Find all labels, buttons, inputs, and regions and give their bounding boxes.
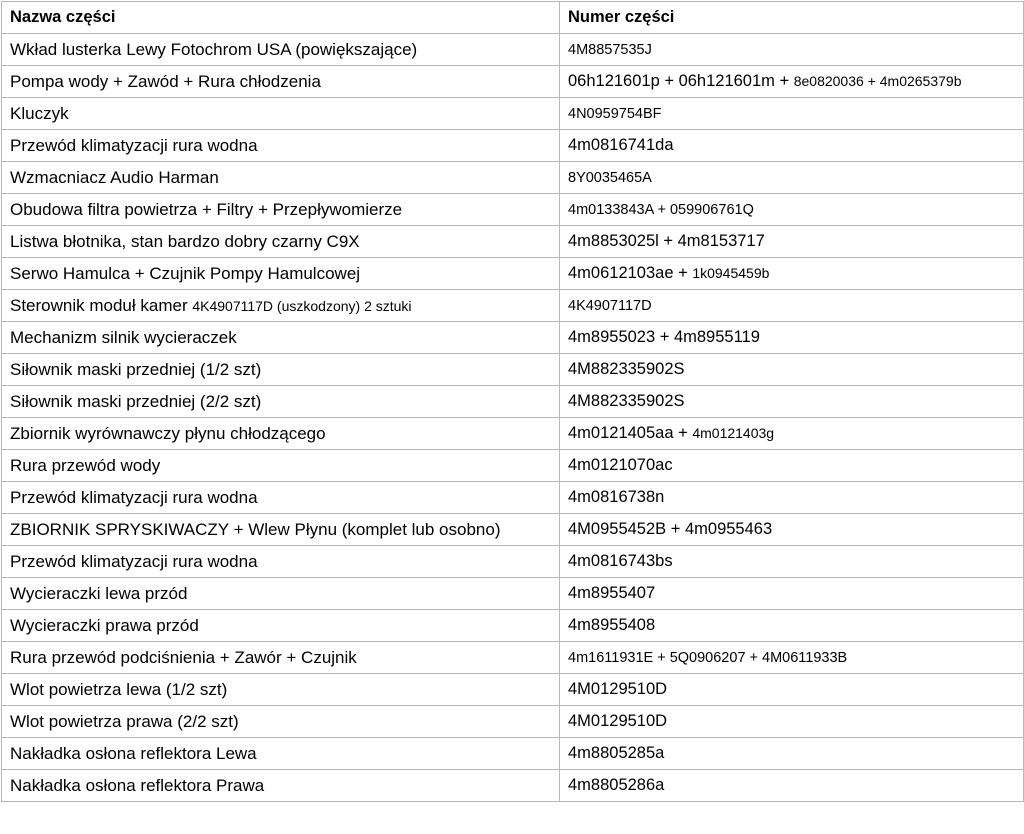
- table-row: [2, 738, 1024, 770]
- part-number-cell: 4M0955452B + 4m0955463: [560, 514, 1024, 546]
- part-number-cell: 4m8955407: [560, 578, 1024, 610]
- part-number-cell: 4M882335902S: [560, 386, 1024, 418]
- part-name-cell: Siłownik maski przedniej (2/2 szt): [2, 386, 560, 418]
- header-part-number: Numer części: [560, 2, 1024, 34]
- part-number-cell: 4M882335902S: [560, 354, 1024, 386]
- part-name-cell: Wkład lusterka Lewy Fotochrom USA (powiększające): [2, 34, 560, 66]
- table-row: [2, 386, 1024, 418]
- part-number-extra: 4m0121403g: [692, 425, 775, 441]
- part-name-cell: Serwo Hamulca + Czujnik Pompy Hamulcowej: [2, 258, 560, 290]
- table-row: [2, 642, 1024, 674]
- part-number-cell: 4m8805286a: [560, 770, 1024, 802]
- parts-table: [1, 1, 1024, 802]
- table-row: [2, 482, 1024, 514]
- part-name-cell: Nakładka osłona reflektora Lewa: [2, 738, 560, 770]
- table-row: [2, 226, 1024, 258]
- part-number-cell: 4m0133843A + 059906761Q: [560, 194, 1024, 226]
- table-row: [2, 130, 1024, 162]
- part-number-cell: 4m8805285a: [560, 738, 1024, 770]
- table-row: [2, 674, 1024, 706]
- part-name-cell: Kluczyk: [2, 98, 560, 130]
- part-name-cell: Obudowa filtra powietrza + Filtry + Przepływomierze: [2, 194, 560, 226]
- table-row: [2, 450, 1024, 482]
- part-number-cell: 4M0129510D: [560, 674, 1024, 706]
- part-number-cell: 4M8857535J: [560, 34, 1024, 66]
- table-row: [2, 354, 1024, 386]
- table-row: [2, 610, 1024, 642]
- part-number-cell: 4m0816738n: [560, 482, 1024, 514]
- part-name-cell: Wzmacniacz Audio Harman: [2, 162, 560, 194]
- table-row: [2, 706, 1024, 738]
- part-name-cell: Rura przewód wody: [2, 450, 560, 482]
- part-name-cell: Rura przewód podciśnienia + Zawór + Czujnik: [2, 642, 560, 674]
- part-number-cell: 4m0816741da: [560, 130, 1024, 162]
- part-number-main: 4m0612103ae +: [568, 264, 693, 282]
- table-row: [2, 578, 1024, 610]
- part-name-cell: Siłownik maski przedniej (1/2 szt): [2, 354, 560, 386]
- part-name-cell: Zbiornik wyrównawczy płynu chłodzącego: [2, 418, 560, 450]
- part-number-cell: 4m8955408: [560, 610, 1024, 642]
- part-number-cell: 4K4907117D: [560, 290, 1024, 322]
- part-name-cell: Wycieraczki prawa przód: [2, 610, 560, 642]
- part-number-cell: 8Y0035465A: [560, 162, 1024, 194]
- part-number-cell: [560, 418, 1024, 450]
- part-name-cell: [2, 290, 560, 322]
- part-number-cell: 4m1611931E + 5Q0906207 + 4M0611933B: [560, 642, 1024, 674]
- part-name-main: Sterownik moduł kamer: [10, 295, 193, 315]
- part-number-cell: 4m0121070ac: [560, 450, 1024, 482]
- table-row: [2, 322, 1024, 354]
- part-name-cell: Przewód klimatyzacji rura wodna: [2, 546, 560, 578]
- part-name-cell: Przewód klimatyzacji rura wodna: [2, 482, 560, 514]
- part-number-main: 06h121601p + 06h121601m +: [568, 72, 794, 90]
- table-row: [2, 418, 1024, 450]
- part-name-cell: Przewód klimatyzacji rura wodna: [2, 130, 560, 162]
- part-number-cell: [560, 258, 1024, 290]
- part-name-extra: 4K4907117D (uszkodzony) 2 sztuki: [192, 297, 412, 314]
- part-number-cell: 4N0959754BF: [560, 98, 1024, 130]
- part-number-extra: 1k0945459b: [692, 265, 770, 281]
- table-row: [2, 258, 1024, 290]
- table-row: [2, 98, 1024, 130]
- part-name-cell: Wlot powietrza lewa (1/2 szt): [2, 674, 560, 706]
- table-row: [2, 514, 1024, 546]
- part-name-cell: Pompa wody + Zawód + Rura chłodzenia: [2, 66, 560, 98]
- part-name-cell: Wycieraczki lewa przód: [2, 578, 560, 610]
- part-number-extra: 8e0820036 + 4m0265379b: [793, 73, 962, 89]
- table-row: [2, 162, 1024, 194]
- part-name-cell: Mechanizm silnik wycieraczek: [2, 322, 560, 354]
- part-name-cell: ZBIORNIK SPRYSKIWACZY + Wlew Płynu (komplet lub osobno): [2, 514, 560, 546]
- table-row: [2, 194, 1024, 226]
- part-number-cell: 4m8955023 + 4m8955119: [560, 322, 1024, 354]
- part-name-cell: Wlot powietrza prawa (2/2 szt): [2, 706, 560, 738]
- part-name-cell: Listwa błotnika, stan bardzo dobry czarny C9X: [2, 226, 560, 258]
- table-row: [2, 34, 1024, 66]
- header-part-name: Nazwa części: [2, 2, 560, 34]
- table-row: [2, 546, 1024, 578]
- part-number-cell: 4m0816743bs: [560, 546, 1024, 578]
- table-row: [2, 770, 1024, 802]
- part-name-cell: Nakładka osłona reflektora Prawa: [2, 770, 560, 802]
- part-number-cell: 4m8853025l + 4m8153717: [560, 226, 1024, 258]
- table-row: [2, 290, 1024, 322]
- part-number-main: 4m0121405aa +: [568, 424, 693, 442]
- part-number-cell: [560, 66, 1024, 98]
- table-row: [2, 66, 1024, 98]
- header-row: [2, 2, 1024, 34]
- part-number-cell: 4M0129510D: [560, 706, 1024, 738]
